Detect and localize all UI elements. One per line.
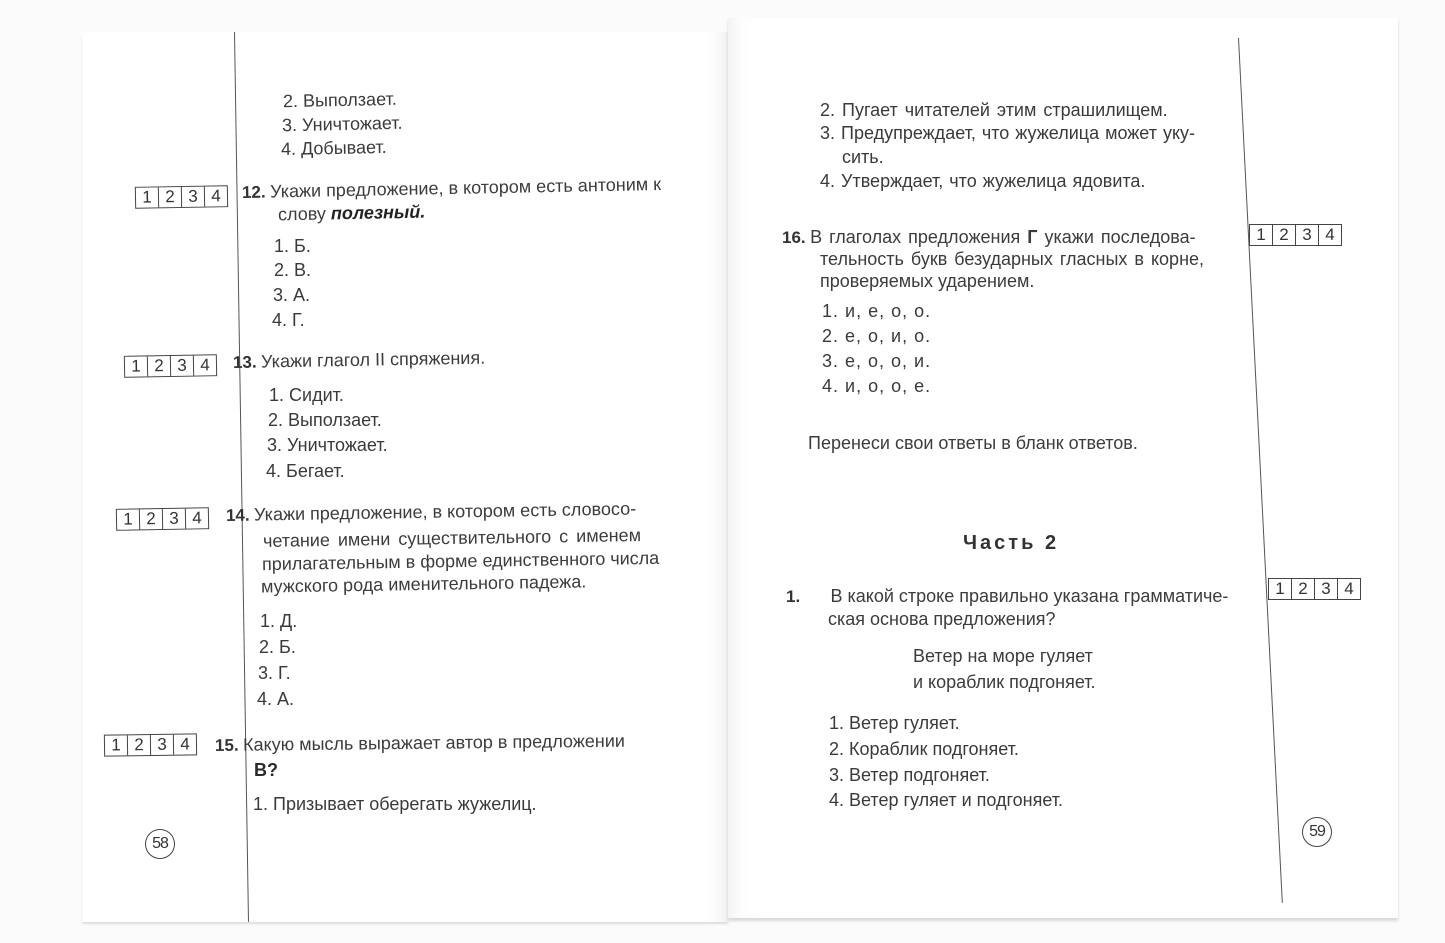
question-text: Какую мысль выражает автор в предложении [242, 730, 625, 755]
answer-cell[interactable]: 2 [128, 735, 151, 755]
option: 4. Ветер гуляет и подгоняет. [829, 790, 1064, 810]
option: 2. е, о, и, о. [822, 326, 932, 346]
question-text-line: мужского рода именительного падежа. [260, 571, 587, 597]
option: 2. Пугает читателей этим страшилищем. [820, 100, 1168, 120]
option: 4. Бегает. [266, 461, 345, 481]
page-number-59: 59 [1302, 817, 1332, 847]
answer-cell[interactable]: 3 [1315, 579, 1338, 599]
answer-cell[interactable]: 2 [1273, 225, 1296, 245]
answer-cell[interactable]: 1 [117, 509, 140, 529]
text: укажи последова- [1037, 227, 1196, 247]
left-page [82, 32, 728, 922]
question-text-line: проверяемых ударением. [820, 271, 1035, 291]
answer-cell[interactable]: 1 [125, 356, 148, 376]
part-heading: Часть 2 [963, 532, 1060, 554]
question-text-line: тельность букв безударных гласных в корне, [820, 249, 1205, 269]
answer-cell[interactable]: 3 [163, 509, 186, 529]
answer-cell[interactable]: 2 [140, 509, 163, 529]
answer-box-q13[interactable] [124, 354, 217, 378]
option: 4. Добывает. [280, 136, 387, 160]
option: 1. Б. [274, 236, 311, 256]
option: 4. Утверждает, что жужелица ядовита. [820, 171, 1146, 191]
answer-cell[interactable]: 4 [180, 734, 190, 754]
answer-cell[interactable]: 4 [211, 186, 221, 206]
part2-question-1 [786, 584, 1228, 609]
answer-cell[interactable]: 4 [1325, 225, 1335, 244]
answer-cell[interactable]: 4 [192, 508, 202, 528]
question-12-line2 [278, 200, 426, 228]
question-number: 13. [232, 352, 257, 372]
answer-cell[interactable]: 2 [159, 187, 182, 207]
question-text-line: ская основа предложения? [828, 609, 1056, 629]
option: 1. и, е, о, о. [822, 301, 932, 321]
question-text: В какой строке правильно указана грамматиче- [830, 586, 1229, 606]
bold-word: полезный. [330, 201, 426, 224]
answer-box-q15[interactable] [104, 733, 197, 756]
question-text: Укажи глагол II спряжения. [260, 347, 486, 372]
option: 2. Выползает. [282, 88, 397, 112]
question-text-line: прилагательным в форме единственного числа [261, 547, 660, 575]
answer-box-q16[interactable] [1249, 224, 1342, 246]
quote-line: и кораблик подгоняет. [913, 672, 1096, 692]
answer-box-q12[interactable] [135, 185, 228, 209]
option: 3. Г. [258, 663, 291, 683]
answer-cell[interactable]: 4 [1344, 579, 1354, 598]
question-text: Укажи предложение, в котором есть словосо- [253, 498, 637, 525]
option: 3. Предупреждает, что жужелица может уку- [820, 123, 1196, 143]
option: 3. А. [273, 285, 311, 305]
option: сить. [842, 147, 884, 167]
question-15-line2: В? [254, 760, 278, 780]
question-15 [215, 729, 625, 758]
question-number: 14. [225, 505, 250, 525]
answer-cell[interactable]: 2 [1292, 579, 1315, 599]
text: В глаголах предложения [810, 227, 1028, 247]
option: 4. А. [257, 689, 295, 709]
option: 4. Г. [272, 310, 305, 330]
answer-box-q14[interactable] [116, 507, 209, 531]
answer-cell[interactable]: 1 [1269, 579, 1292, 599]
question-number: 16. [782, 228, 806, 247]
question-number: 1. [786, 587, 801, 606]
answer-cell[interactable]: 2 [148, 356, 171, 376]
answer-cell[interactable]: 3 [182, 187, 205, 207]
question-number: 12. [241, 182, 266, 202]
question-text-line: четание имени существительного с именем [262, 525, 642, 551]
option: 1. Ветер гуляет. [829, 713, 960, 733]
answer-cell[interactable]: 3 [171, 356, 194, 376]
answer-cell[interactable]: 3 [151, 735, 174, 755]
bold-letter: Г [1027, 227, 1038, 247]
answer-cell[interactable]: 3 [1296, 225, 1319, 245]
question-text [810, 227, 1196, 247]
quote-line: Ветер на море гуляет [913, 646, 1093, 666]
page-number-58: 58 [145, 829, 175, 859]
option: 3. Уничтожает. [281, 112, 403, 136]
answer-box-part2-q1[interactable] [1268, 578, 1361, 600]
answer-cell[interactable]: 1 [1250, 225, 1273, 245]
option: 1. Д. [260, 611, 298, 631]
option: 3. Ветер подгоняет. [829, 765, 990, 785]
text: слову [277, 203, 332, 225]
question-number: 15. [214, 735, 239, 755]
option: 2. Выползает. [268, 410, 382, 430]
option: 3. е, о, о, и. [822, 351, 932, 371]
option: 1. Призывает оберегать жужелиц. [253, 794, 537, 814]
option: 2. В. [274, 260, 312, 280]
option: 1. Сидит. [269, 385, 344, 405]
option: 3. Уничтожает. [267, 435, 388, 455]
option: 2. Кораблик подгоняет. [829, 739, 1019, 759]
answer-cell[interactable]: 1 [105, 735, 128, 755]
answer-cell[interactable]: 4 [200, 355, 210, 375]
question-13 [233, 346, 486, 375]
answer-cell[interactable]: 1 [136, 187, 159, 207]
question-text: Укажи предложение, в котором есть антоним к [269, 173, 662, 202]
option: 4. и, о, о, е. [822, 376, 932, 396]
option: 2. Б. [259, 637, 296, 657]
instruction-text: Перенеси свои ответы в бланк ответов. [808, 433, 1138, 453]
